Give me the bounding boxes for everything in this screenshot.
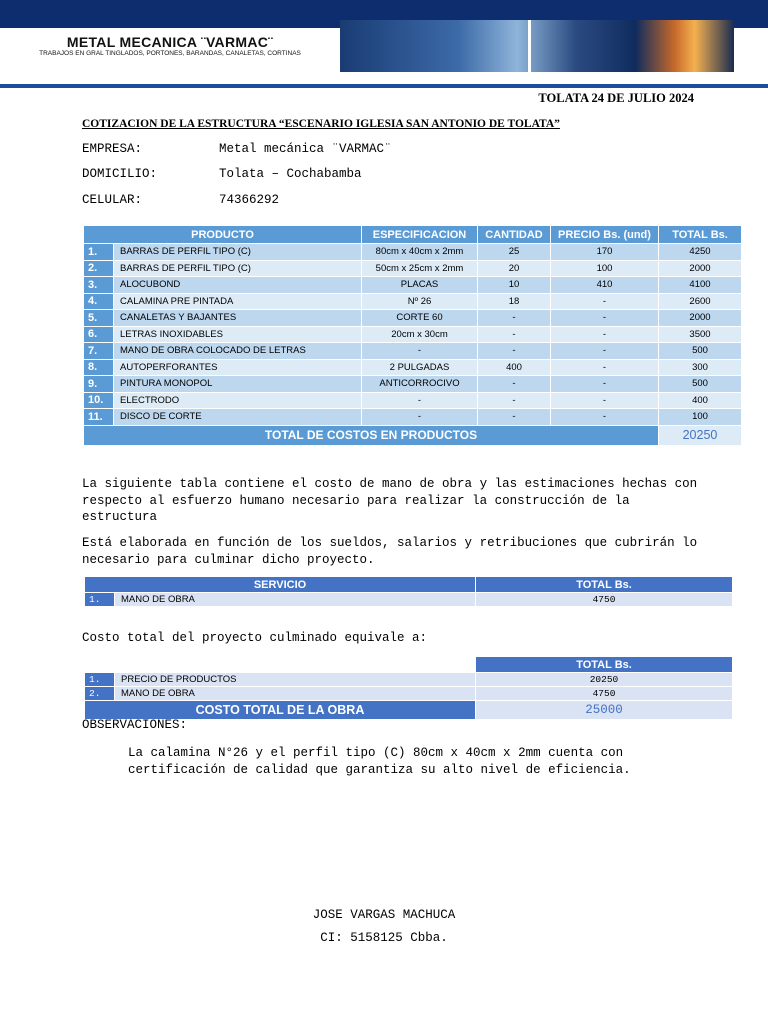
labor-paragraph-1: La siguiente tabla contiene el costo de mano de obra y las estimaciones hechas con respecto al esfuerzo humano necesario para realizar la construcción de la estructura (82, 477, 698, 524)
product-total: 100 (659, 409, 742, 426)
products-total-value: 20250 (659, 425, 742, 445)
product-spec: ANTICORROCIVO (362, 376, 478, 393)
product-total: 4250 (659, 244, 742, 261)
product-unit-price: - (551, 409, 659, 426)
row-number: 9. (84, 376, 114, 393)
empresa-label: EMPRESA: (82, 142, 143, 156)
product-quantity: 10 (478, 277, 551, 294)
table-row (85, 593, 733, 607)
summary-header-blank (85, 657, 476, 673)
header-cantidad: CANTIDAD (478, 226, 551, 244)
product-unit-price: 100 (551, 260, 659, 277)
header-producto: PRODUCTO (84, 226, 362, 244)
product-spec: 20cm x 30cm (362, 326, 478, 343)
summary-total: 4750 (476, 687, 733, 701)
row-number: 2. (85, 687, 115, 701)
table-row (84, 260, 742, 277)
summary-concept: PRECIO DE PRODUCTOS (115, 673, 476, 687)
product-quantity: 400 (478, 359, 551, 376)
product-total: 2600 (659, 293, 742, 310)
celular-label: CELULAR: (82, 193, 143, 207)
table-row (84, 244, 742, 261)
observaciones-label: OBSERVACIONES: (82, 718, 188, 732)
product-total: 4100 (659, 277, 742, 294)
header-especificacion: ESPECIFICACION (362, 226, 478, 244)
product-quantity: 20 (478, 260, 551, 277)
table-row (84, 359, 742, 376)
product-name: LETRAS INOXIDABLES (114, 326, 362, 343)
product-unit-price: - (551, 326, 659, 343)
product-spec: 50cm x 25cm x 2mm (362, 260, 478, 277)
product-unit-price: - (551, 293, 659, 310)
products-table (83, 225, 742, 446)
grand-total-row (85, 701, 733, 720)
product-unit-price: 410 (551, 277, 659, 294)
row-number: 11. (84, 409, 114, 426)
product-name: CALAMINA PRE PINTADA (114, 293, 362, 310)
summary-header-row (85, 657, 733, 673)
table-row (84, 376, 742, 393)
product-quantity: 18 (478, 293, 551, 310)
header-precio: PRECIO Bs. (und) (551, 226, 659, 244)
service-total: 4750 (476, 593, 733, 607)
product-quantity: - (478, 343, 551, 360)
product-unit-price: - (551, 376, 659, 393)
product-name: PINTURA MONOPOL (114, 376, 362, 393)
table-row (84, 277, 742, 294)
product-spec: PLACAS (362, 277, 478, 294)
product-total: 300 (659, 359, 742, 376)
product-quantity: - (478, 376, 551, 393)
product-total: 2000 (659, 310, 742, 327)
table-row (84, 392, 742, 409)
product-name: DISCO DE CORTE (114, 409, 362, 426)
row-number: 6. (84, 326, 114, 343)
product-unit-price: - (551, 392, 659, 409)
summary-concept: MANO DE OBRA (115, 687, 476, 701)
table-row (84, 326, 742, 343)
product-total: 2000 (659, 260, 742, 277)
table-row (84, 293, 742, 310)
service-name: MANO DE OBRA (115, 593, 476, 607)
header-summary-total: TOTAL Bs. (476, 657, 733, 673)
header-total: TOTAL Bs. (659, 226, 742, 244)
product-total: 500 (659, 343, 742, 360)
document-title: COTIZACION DE LA ESTRUCTURA “ESCENARIO IGLESIA SAN ANTONIO DE TOLATA” (82, 118, 560, 130)
product-total: 400 (659, 392, 742, 409)
product-total: 3500 (659, 326, 742, 343)
row-number: 4. (84, 293, 114, 310)
product-spec: CORTE 60 (362, 310, 478, 327)
product-name: CANALETAS Y BAJANTES (114, 310, 362, 327)
table-row (84, 343, 742, 360)
product-name: MANO DE OBRA COLOCADO DE LETRAS (114, 343, 362, 360)
row-number: 3. (84, 277, 114, 294)
company-tagline: TRABAJOS EN GRAL TINGLADOS, PORTONES, BARANDAS, CANALETAS, CORTINAS (39, 50, 301, 57)
table-row (84, 310, 742, 327)
product-quantity: - (478, 310, 551, 327)
row-number: 8. (84, 359, 114, 376)
product-spec: - (362, 343, 478, 360)
table-row (85, 687, 733, 701)
header-photo-strip (340, 20, 734, 72)
signature-ci: CI: 5158125 Cbba. (320, 931, 448, 945)
company-name: METAL MECANICA ¨VARMAC¨ (66, 34, 274, 50)
product-spec: Nº 26 (362, 293, 478, 310)
summary-intro: Costo total del proyecto culminado equivale a: (82, 631, 428, 645)
header-servicio: SERVICIO (85, 577, 476, 593)
row-number: 2. (84, 260, 114, 277)
table-row (85, 673, 733, 687)
product-name: BARRAS DE PERFIL TIPO (C) (114, 260, 362, 277)
row-number: 10. (84, 392, 114, 409)
grand-total-label: COSTO TOTAL DE LA OBRA (85, 701, 476, 720)
product-unit-price: - (551, 359, 659, 376)
services-table (84, 576, 733, 607)
header-services-total: TOTAL Bs. (476, 577, 733, 593)
product-name: ALOCUBOND (114, 277, 362, 294)
empresa-value: Metal mecánica ¨VARMAC¨ (219, 142, 392, 156)
labor-paragraph-2: Está elaborada en función de los sueldos, salarios y retribuciones que cubrirán lo necesario para culminar dicho proyecto. (82, 536, 698, 567)
product-quantity: - (478, 392, 551, 409)
summary-total: 20250 (476, 673, 733, 687)
signature-name: JOSE VARGAS MACHUCA (312, 908, 456, 922)
row-number: 5. (84, 310, 114, 327)
product-unit-price: - (551, 310, 659, 327)
row-number: 1. (84, 244, 114, 261)
product-spec: - (362, 409, 478, 426)
row-number: 1. (85, 673, 115, 687)
date-line: TOLATA 24 DE JULIO 2024 (538, 91, 694, 105)
header-stripe (0, 84, 768, 88)
product-quantity: - (478, 409, 551, 426)
table-row (84, 409, 742, 426)
celular-value: 74366292 (219, 193, 280, 207)
services-header-row (85, 577, 733, 593)
product-total: 500 (659, 376, 742, 393)
observaciones-text: La calamina N°26 y el perfil tipo (C) 80cm x 40cm x 2mm cuenta con certificación de calidad que garantiza su alto nivel de eficiencia. (128, 746, 631, 777)
product-spec: - (362, 392, 478, 409)
grand-total-value: 25000 (476, 701, 733, 720)
product-spec: 80cm x 40cm x 2mm (362, 244, 478, 261)
products-total-row (84, 425, 742, 445)
photo-divider (528, 20, 531, 72)
product-unit-price: 170 (551, 244, 659, 261)
product-quantity: - (478, 326, 551, 343)
domicilio-value: Tolata – Cochabamba (219, 167, 362, 181)
product-name: AUTOPERFORANTES (114, 359, 362, 376)
domicilio-label: DOMICILIO: (82, 167, 158, 181)
row-number: 7. (84, 343, 114, 360)
product-spec: 2 PULGADAS (362, 359, 478, 376)
products-total-label: TOTAL DE COSTOS EN PRODUCTOS (84, 425, 659, 445)
products-header-row (84, 226, 742, 244)
product-unit-price: - (551, 343, 659, 360)
product-name: ELECTRODO (114, 392, 362, 409)
row-number: 1. (85, 593, 115, 607)
product-name: BARRAS DE PERFIL TIPO (C) (114, 244, 362, 261)
summary-table (84, 656, 733, 720)
product-quantity: 25 (478, 244, 551, 261)
